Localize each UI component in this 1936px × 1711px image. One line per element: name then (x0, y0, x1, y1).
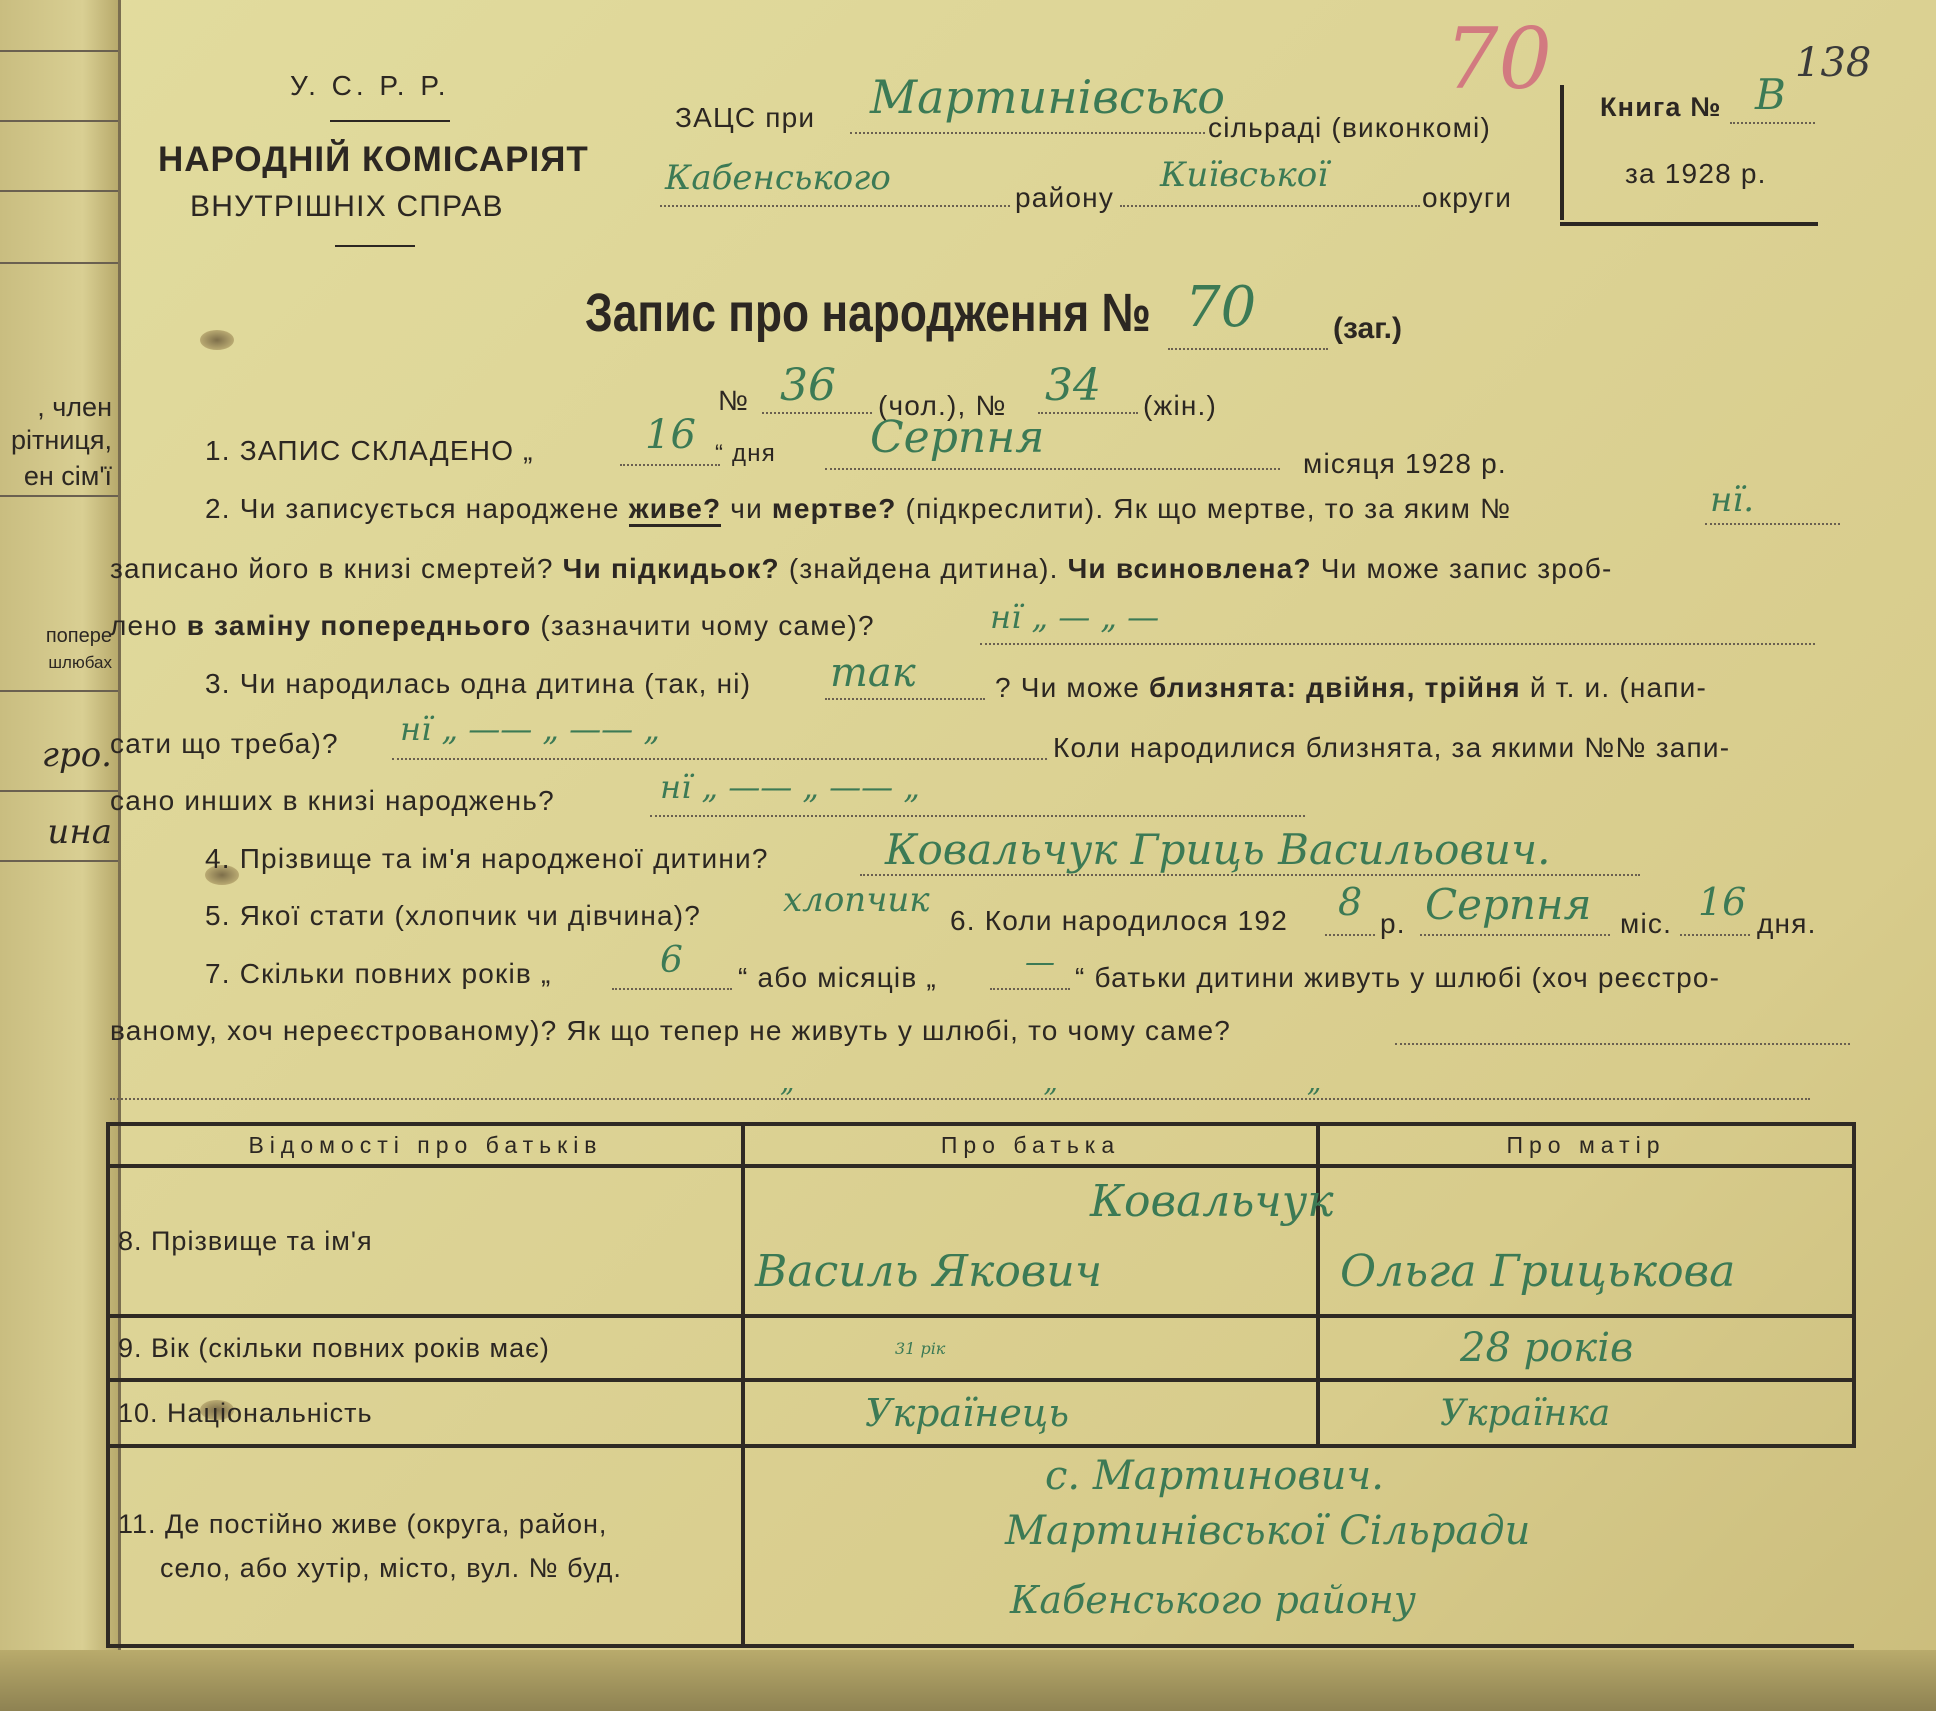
q7-text: “ батьки дитини живуть у шлюбі (хоч реєстро- (1075, 962, 1721, 993)
fill-line (1038, 412, 1138, 414)
fill-line (1325, 934, 1375, 936)
header-cell: Про батька (743, 1124, 1318, 1166)
fill-line (990, 988, 1070, 990)
address-cell (743, 1446, 1854, 1646)
page-bottom-edge (0, 1650, 1936, 1711)
q3-text: й т. и. (напи- (1529, 672, 1708, 703)
q2-text: чи (730, 493, 763, 524)
left-page-handwriting: гро. (41, 735, 112, 775)
rule-line (0, 190, 118, 192)
red-pencil-mark: 70 (1445, 10, 1552, 108)
fill-line (1730, 122, 1815, 124)
fill-line (762, 412, 872, 414)
row-label-address (108, 1446, 743, 1646)
fill-line (1120, 205, 1420, 207)
fill-line (860, 874, 1640, 876)
address-label-line: село, або хутір, місто, вул. № буд. (160, 1553, 622, 1583)
q6-mis-label: міс. (1620, 908, 1673, 939)
district-handwriting: Кабенського (665, 158, 891, 198)
book-letter-handwriting: В (1755, 70, 1786, 119)
address-handwriting: Кабенського району (1010, 1578, 1416, 1622)
fill-line (110, 1098, 1810, 1100)
mother-nationality-handwriting: Українка (1318, 1380, 1854, 1446)
left-page-text: , член (37, 392, 112, 422)
q4-child-name-handwriting: Ковальчук Гриць Васильович. (885, 825, 1551, 874)
department-title: ВНУТРІШНІХ СПРАВ (190, 190, 504, 223)
fill-line (620, 464, 720, 466)
q1-month-handwriting: Серпня (870, 412, 1045, 463)
record-number-handwriting: 70 (1185, 275, 1257, 340)
left-facing-page (0, 0, 121, 1650)
address-handwriting: Мартинівської Сільради (1005, 1508, 1531, 1554)
q2-dead: мертве? (771, 493, 897, 524)
q2-text: (знайдена дитина). (788, 553, 1059, 584)
divider (330, 120, 450, 122)
divider (335, 245, 415, 247)
father-name-handwriting: Василь Якович (755, 1246, 1103, 1297)
q7-years-handwriting: 6 (660, 940, 683, 981)
table-row (108, 1316, 1854, 1380)
village-handwriting: Мартинівсько (870, 70, 1225, 124)
left-page-text: попере (45, 625, 112, 647)
q2-foundling: Чи підкидьок? (562, 553, 780, 584)
q3-single-handwriting: так (830, 650, 916, 696)
table-row (108, 1166, 1854, 1316)
q5-sex-handwriting: хлопчик (783, 880, 930, 920)
q3-twins-handwriting: нї „ —— „ —— „ (400, 710, 660, 748)
q4-label: 4. Прізвище та ім'я народженої дитини? (205, 843, 769, 874)
q7-text: 7. Скільки повних років „ (205, 958, 552, 989)
q2-handwriting: нї. (1710, 480, 1755, 520)
q1-day-handwriting: 16 (645, 412, 696, 458)
header-cell: Відомості про батьків (108, 1124, 743, 1166)
q2-text: лено (110, 610, 178, 641)
q2-text: Чи може запис зроб- (1320, 553, 1613, 584)
q2-text: записано його в книзі смертей? (110, 553, 554, 584)
fill-line (1680, 934, 1750, 936)
title-suffix: (заг.) (1333, 312, 1403, 345)
q3-twins: близнята: двійня, трійня (1149, 672, 1521, 703)
rule-line (0, 690, 118, 692)
fill-line (980, 643, 1815, 645)
number-label: № (718, 385, 750, 416)
table-row (108, 1446, 1854, 1646)
book-box-border (1560, 222, 1818, 226)
mother-name-handwriting: Ольга Грицькова (1340, 1246, 1736, 1297)
fill-line (660, 205, 1010, 207)
address-label-line: 11. Де постійно живе (округа, район, (118, 1509, 608, 1539)
left-page-text: рітниця, (11, 425, 112, 455)
q6-r-label: р. (1380, 908, 1406, 939)
rule-line (0, 860, 118, 862)
surname-handwriting: Ковальчук (1090, 1176, 1334, 1227)
selrada-label: сільраді (виконкомі) (1208, 112, 1491, 143)
rule-line (0, 495, 118, 497)
father-age-handwriting: 31 рік (743, 1316, 1318, 1380)
mother-name-cell (1318, 1166, 1854, 1316)
fill-line (1395, 1043, 1850, 1045)
record-title: Запис про народження № (585, 283, 1151, 343)
row-label: 9. Вік (скільки повних років має) (108, 1316, 743, 1380)
book-number-handwriting: 138 (1795, 40, 1872, 86)
q1-month-label: місяця 1928 р. (1303, 448, 1507, 479)
father-name-cell (743, 1166, 1334, 1316)
q7-months-handwriting: — (1025, 945, 1055, 980)
male-number-handwriting: 36 (780, 360, 836, 411)
q2-text: (підкреслити). Як що мертве, то за яким № (905, 493, 1512, 524)
fill-line (650, 815, 1305, 817)
q3-text: ? Чи може (995, 672, 1141, 703)
book-box-border (1560, 85, 1564, 220)
female-label: (жін.) (1143, 390, 1218, 421)
q3-text: сано инших в книзі народжень? (110, 785, 555, 816)
q6-dnya-label: дня. (1757, 908, 1817, 939)
q6-month-handwriting: Серпня (1425, 880, 1592, 929)
okrug-label: округи (1422, 182, 1513, 213)
binding-hole (200, 330, 234, 350)
q2-replace-handwriting: нї „ — „ — (990, 598, 1160, 636)
q6-year-handwriting: 8 (1338, 880, 1363, 924)
q1-day-label: “ дня (715, 440, 776, 467)
q3-text: Коли народилися близнята, за якими №№ запи- (1053, 732, 1731, 763)
mother-age-handwriting: 28 років (1318, 1316, 1854, 1380)
father-nationality-handwriting: Українець (743, 1380, 1318, 1446)
male-label: (чол.), № (878, 390, 1007, 421)
zags-label: ЗАЦС при (675, 102, 816, 133)
left-page-text: ен сім'ї (23, 461, 112, 491)
table-row (108, 1380, 1854, 1446)
q3-text: 3. Чи народилась одна дитина (так, ні) (205, 668, 752, 699)
female-number-handwriting: 34 (1045, 360, 1101, 411)
q1-label: 1. ЗАПИС СКЛАДЕНО „ (205, 435, 534, 466)
rule-line (0, 790, 118, 792)
q3-others-handwriting: нї „ —— „ —— „ (660, 768, 920, 806)
fill-line (825, 468, 1280, 470)
fill-line (392, 758, 1047, 760)
okrug-handwriting: Київської (1160, 155, 1329, 195)
q2-text: (зазначити чому саме)? (540, 610, 875, 641)
republic-label: У. С. Р. Р. (290, 70, 450, 101)
rule-line (0, 262, 118, 264)
q5-label: 5. Якої стати (хлопчик чи дівчина)? (205, 900, 702, 931)
fill-line (612, 988, 732, 990)
header-cell: Про матір (1318, 1124, 1854, 1166)
year-label: за 1928 р. (1625, 158, 1767, 189)
rule-line (0, 120, 118, 122)
rule-line (0, 50, 118, 52)
left-page-handwriting: ина (47, 812, 112, 852)
q6-label: 6. Коли народилося 192 (950, 905, 1288, 936)
book-label: Книга № (1600, 92, 1722, 122)
q6-day-handwriting: 16 (1698, 880, 1747, 924)
row-label: 8. Прізвище та ім'я (108, 1166, 743, 1316)
fill-line (850, 132, 1205, 134)
fill-line (825, 698, 985, 700)
fill-line (1168, 348, 1328, 350)
rayon-label: району (1015, 182, 1115, 213)
commissariat-title: НАРОДНІЙ КОМІСАРІЯТ (158, 140, 589, 179)
fill-line (1420, 934, 1610, 936)
q7-text: “ або місяців „ (738, 962, 937, 993)
address-handwriting: с. Мартинович. (1045, 1453, 1385, 1499)
q7-text: ваному, хоч нереєстрованому)? Як що тепер не живуть у шлюбі, то чому саме? (110, 1015, 1231, 1046)
left-page-text: шлюбах (48, 653, 112, 672)
q2-text: 2. Чи записується народжене (205, 493, 620, 524)
q3-text: сати що треба)? (110, 728, 339, 759)
q2-adopted: Чи всиновлена? (1067, 553, 1312, 584)
q2-alive: живе? (629, 493, 722, 527)
row-label: 10. Національність (108, 1380, 743, 1446)
fill-line (1705, 523, 1840, 525)
q2-replace: в заміну попереднього (186, 610, 532, 641)
parents-table (106, 1122, 1856, 1648)
q7-handwriting: „ „ „ (780, 1065, 1442, 1098)
table-header-row (108, 1124, 1854, 1166)
